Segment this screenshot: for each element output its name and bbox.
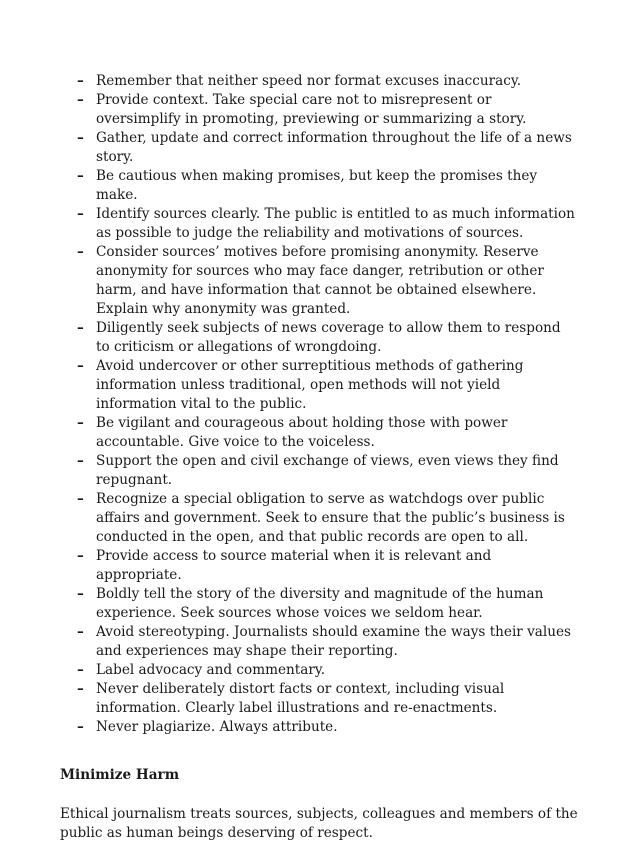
list-item-text: Avoid stereotyping. Journalists should examine the ways their values and experiences may shape their reporting. <box>96 624 572 659</box>
list-item <box>60 490 578 547</box>
bullet-dash: – <box>77 130 84 146</box>
bullet-dash: – <box>77 681 84 697</box>
list-item <box>60 205 578 243</box>
list-item-text: Support the open and civil exchange of views, even views they find repugnant. <box>96 453 559 488</box>
list-item <box>60 167 578 205</box>
bullet-dash: – <box>77 358 84 374</box>
list-item-text: Gather, update and correct information throughout the life of a news story. <box>96 130 572 165</box>
bullet-dash: – <box>77 320 84 336</box>
list-item-text: Never deliberately distort facts or context, including visual information. Clearly label illustrations and re-enactments. <box>96 681 505 716</box>
list-item <box>60 680 578 718</box>
list-item-text: Remember that neither speed nor format excuses inaccuracy. <box>96 73 522 89</box>
list-item-text: Never plagiarize. Always attribute. <box>96 719 338 735</box>
list-item <box>60 414 578 452</box>
list-item-text: Be vigilant and courageous about holding those with power accountable. Give voice to the voiceless. <box>96 415 508 450</box>
list-item <box>60 718 578 737</box>
list-item-text: Consider sources’ motives before promising anonymity. Reserve anonymity for sources who may face danger, retribution or other harm, and have information that cannot be obtained elsewhere. Explain why anonymity was granted. <box>96 244 544 317</box>
list-item <box>60 243 578 319</box>
list-item-text: Boldly tell the story of the diversity and magnitude of the human experience. Seek sources whose voices we seldom hear. <box>96 586 544 621</box>
list-item-text: Provide access to source material when it is relevant and appropriate. <box>96 548 492 583</box>
bullet-dash: – <box>77 244 84 260</box>
list-item <box>60 623 578 661</box>
list-item <box>60 129 578 167</box>
list-item <box>60 319 578 357</box>
list-item-text: Identify sources clearly. The public is entitled to as much information as possible to judge the reliability and motivations of sources. <box>96 206 575 241</box>
bullet-dash: – <box>77 168 84 184</box>
list-item <box>60 661 578 680</box>
bullet-dash: – <box>77 662 84 678</box>
section-heading: Minimize Harm <box>60 767 180 783</box>
list-item <box>60 72 578 91</box>
bullet-dash: – <box>77 548 84 564</box>
bullet-dash: – <box>77 73 84 89</box>
section-paragraph: Ethical journalism treats sources, subjects, colleagues and members of the public as human beings deserving of respect. <box>60 806 578 841</box>
list-item-text: Avoid undercover or other surreptitious methods of gathering information unless traditional, open methods will not yield information vital to the public. <box>96 358 524 412</box>
list-item-text: Be cautious when making promises, but keep the promises they make. <box>96 168 538 203</box>
list-item <box>60 452 578 490</box>
bullet-dash: – <box>77 206 84 222</box>
list-item <box>60 357 578 414</box>
bullet-dash: – <box>77 719 84 735</box>
list-item <box>60 91 578 129</box>
list-item-text: Recognize a special obligation to serve as watchdogs over public affairs and government. Seek to ensure that the public’s business is conducted in the open, and that public records are open to all. <box>96 491 565 545</box>
list-item <box>60 547 578 585</box>
bullet-dash: – <box>77 453 84 469</box>
bullet-dash: – <box>77 586 84 602</box>
principles-list <box>60 72 578 737</box>
list-item-text: Diligently seek subjects of news coverage to allow them to respond to criticism or allegations of wrongdoing. <box>96 320 561 355</box>
list-item-text: Label advocacy and commentary. <box>96 662 326 678</box>
bullet-dash: – <box>77 92 84 108</box>
list-item <box>60 585 578 623</box>
bullet-dash: – <box>77 624 84 640</box>
bullet-dash: – <box>77 491 84 507</box>
list-item-text: Provide context. Take special care not to misrepresent or oversimplify in promoting, previewing or summarizing a story. <box>96 92 527 127</box>
bullet-dash: – <box>77 415 84 431</box>
